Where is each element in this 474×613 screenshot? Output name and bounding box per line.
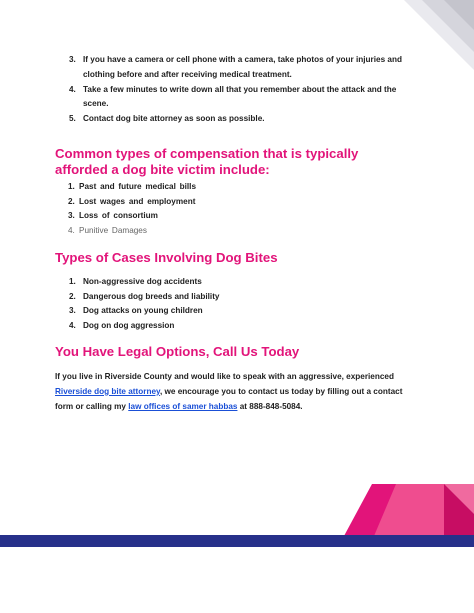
list-item: 2. Dangerous dog breeds and liability (69, 291, 220, 301)
list-item: 3. Loss of consortium (68, 211, 158, 221)
law-offices-link[interactable]: law offices of samer habbas (128, 401, 238, 411)
compensation-list (55, 180, 355, 238)
list-item: 2. Lost wages and employment (68, 196, 196, 206)
list-item: 1. Non-aggressive dog accidents (69, 277, 202, 286)
footer-bar (0, 535, 474, 547)
list-item: 3. If you have a camera or cell phone with a camera, take photos of your injuries and clothing before and after receiving medical treatment. (69, 55, 402, 79)
list-item: 5. Contact dog bite attorney as soon as possible. (69, 114, 265, 123)
legal-heading: You Have Legal Options, Call Us Today (55, 344, 300, 359)
contact-paragraph: If you live in Riverside County and would like to speak with an aggressive, experienced Riverside dog bite attorney, we encourage you to contact us today by filling out a contact form or calling my law offices of samer habbas at 888-848-5084. (55, 372, 403, 411)
list-item: 3. Dog attacks on young children (69, 306, 203, 316)
cases-heading: Types of Cases Involving Dog Bites (55, 250, 278, 265)
list-item: 1. Past and future medical bills (68, 182, 197, 191)
attorney-link[interactable]: Riverside dog bite attorney (55, 386, 160, 396)
steps-list (55, 53, 410, 127)
list-item: 4. Take a few minutes to write down all that you remember about the attack and the scene. (69, 84, 397, 108)
list-item: 4. Dog on dog aggression (69, 320, 175, 330)
corner-decoration-bottom (344, 484, 474, 536)
compensation-heading: Common types of compensation that is typically afforded a dog bite victim include: (55, 146, 359, 177)
list-item: 4. Punitive Damages (68, 225, 147, 235)
corner-decoration-top (404, 0, 474, 70)
cases-list (55, 275, 355, 333)
